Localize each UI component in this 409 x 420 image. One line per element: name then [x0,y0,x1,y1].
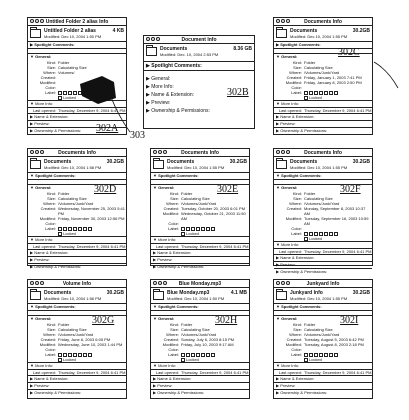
file-name: Documents [290,28,318,34]
callout-line [100,80,140,136]
more-info-section: Last opened: Thursday, December 9, 2004 6:41 PM [32,370,126,375]
file-name: Untitled Folder 2 alias [44,28,96,34]
preview-toggle[interactable]: ▶ Preview: [274,121,372,128]
file-name: Documents [44,290,72,296]
general-toggle[interactable]: ▼ General: [153,185,175,190]
file-name: Blue Monday.mp3 [167,290,210,296]
info-window-302i [273,279,373,399]
locked-checkbox[interactable] [304,96,308,100]
file-header [28,288,126,304]
file-modified: Modified: Dec. 10, 2004 2:53 PM [160,52,219,57]
folder-icon [146,47,157,56]
preview-toggle[interactable]: ▶ Preview: [274,262,372,269]
locked-checkbox[interactable] [58,96,62,100]
name-extension-toggle[interactable]: ▶ Name & Extension: [274,254,372,262]
name-extension-toggle[interactable]: ▶ Name & Extension: [28,249,126,257]
ref-302a: 302A [96,123,119,134]
general-section: Kind: Folder Size: Calculating Size Where: /Volumes/Junk/Yard Created: Sunday, July 6, 2003 8:15 PM Modified: Friday, July 10, 2003 9:17 AM Color: Label: Locked [162,322,235,362]
preview-toggle[interactable]: ▶ Preview: [28,257,126,264]
edge-tick [372,60,409,100]
locked-checkbox[interactable] [58,358,62,362]
title-bar[interactable] [151,280,249,288]
window-title: Volume Info [62,281,92,287]
locked-checkbox[interactable] [304,358,308,362]
window-title: Documents Info [58,150,96,156]
ref-302f: 302F [340,184,361,195]
file-size: 30.2GB [106,290,124,296]
more-info-toggle[interactable]: ▼ More Info: [28,100,126,108]
general-section: Kind: Folder Size: Calculating Size Where: /Volumes/Junk/Yard Created: Wednesday, November 25, 2003 5:41 PM Modified: Friday, November 30, 2003 12:56 PM Color: Label: Locked [39,191,126,236]
file-header [274,26,372,42]
more-info-section: Last opened: Thursday, December 9, 2004 6:41 PM [155,370,249,375]
folder-icon [30,291,41,300]
general-toggle[interactable]: ▶ General: [146,76,171,82]
file-name: Documents [290,159,318,165]
locked-checkbox[interactable] [304,237,308,241]
window-title: Junkyard Info [306,281,340,287]
title-bar[interactable] [151,149,249,157]
file-modified: Modified: Dec 10, 2004 1:50 PM [167,296,225,301]
spotlight-comments-toggle[interactable]: ▼ Spotlight Comments: [28,304,126,311]
spotlight-comments-toggle[interactable]: ▼ Spotlight Comments: [28,173,126,180]
more-info-section: Last opened: Thursday, December 9, 2004 6:41 PM [155,244,249,249]
more-info-toggle[interactable]: ▼ More Info: [28,236,126,244]
preview-toggle[interactable]: ▶ Preview: [151,257,249,264]
file-modified: Modified: Dec 10, 2004 1:55 PM [290,296,348,301]
window-title: Documents Info [304,19,342,25]
name-extension-toggle[interactable]: ▶ Name & Extension: [28,113,126,121]
window-title: Documents Info [304,150,342,156]
preview-toggle[interactable]: ▶ Preview: [151,383,249,390]
spotlight-comments-toggle[interactable]: ▼ Spotlight Comments: [274,304,372,311]
ref-302b: 302B [227,87,249,98]
info-window-302b [143,35,255,129]
window-title: Blue Monday.mp3 [178,281,222,287]
name-extension-toggle[interactable]: ▶ Name & Extension: [274,375,372,383]
file-modified: Modified: Dec 10, 2004 1:56 PM [44,296,102,301]
more-info-section: Last opened: Thursday, December 9, 2004 6:41 PM [32,244,126,249]
file-size: 30.2GB [106,159,124,165]
general-section: Kind: Folder Size: Calculating Size Where: Volumes/ Created: Modified: Color: Label: Locked [28,60,126,100]
folder-icon [30,29,41,38]
file-modified: Modified: Dec 10, 2004 1:55 PM [290,165,348,170]
preview-toggle[interactable]: ▶ Preview: [28,383,126,390]
preview-toggle[interactable]: ▶ Preview: [274,383,372,390]
file-size: 30.2GB [352,290,370,296]
file-header [274,288,372,304]
ref-302h: 302H [215,315,238,326]
info-window-302h [150,279,250,399]
general-section: Kind: Folder Size: Calculating Size Where: /Volumes/Junk/Yard Created: Friday, January 1, 2003 7:41 PM Modified: Friday, January 8, 2003 2:50 PM Color: Label: Locked [285,60,362,100]
name-extension-toggle[interactable]: ▶ Name & Extension: [151,375,249,383]
ownership-toggle[interactable]: ▶ Ownership & Permissions: [153,390,205,395]
file-modified: Modified: Dec 10, 2004 1:58 PM [44,165,102,170]
general-toggle[interactable]: ▼ General: [30,185,52,190]
ownership-toggle[interactable]: ▶ Ownership & Permissions: [30,390,82,395]
folder-icon [276,160,287,169]
folder-icon [153,160,164,169]
ownership-toggle[interactable]: ▶ Ownership & Permissions: [153,264,205,269]
file-size: 30.2GB [352,159,370,165]
music-file-icon [153,291,164,300]
callout-303: 303 [130,130,145,141]
title-bar[interactable] [274,18,372,26]
more-info-toggle[interactable]: ▼ More Info: [151,362,249,370]
general-section: Kind: Folder Size: Calculating Size Where: /Volumes/Junk/Yard Created: Tuesday, October 20, 2003 6:01 PM Modified: Wednesday, October 21, 2003 11:50 AM Color: Label: Locked [162,191,246,236]
info-window-302c [273,17,373,135]
file-header [151,157,249,173]
info-window-302f [273,148,373,274]
ownership-toggle[interactable]: ▶ Ownership & Permissions: [146,108,210,114]
ownership-toggle[interactable]: ▶ Ownership & Permissions: [30,264,82,269]
general-section: Kind: Folder Size: Calculating Size Where: /Volumes/Junk/Yard Created: Tuesday, August 5, 2003 6:42 PM Modified: Tuesday, August 8, 2003 2:18 PM Color: Label: Locked [285,322,364,362]
more-info-toggle[interactable]: ▼ More Info: [28,362,126,370]
file-header [274,157,372,173]
file-header [28,157,126,173]
more-info-section: Last opened: Thursday, December 9, 2004 6:41 PM [32,108,126,113]
locked-checkbox[interactable] [58,232,62,236]
window-title: Untitled Folder 2 alias Info [45,19,109,25]
file-modified: Modified: Dec 10, 2004 1:55 PM [290,34,348,39]
name-extension-toggle[interactable]: ▶ Name & Extension: [146,92,195,98]
file-name: Documents [160,46,188,52]
folder-icon [276,29,287,38]
more-info-toggle[interactable]: ▼ More Info: [274,100,372,108]
spotlight-comments-toggle[interactable]: ▼ Spotlight Comments: [151,304,249,311]
file-modified: Modified: Dec 10, 2004 1:55 PM [167,165,225,170]
general-toggle[interactable]: ▼ General: [276,185,298,190]
ownership-toggle[interactable]: ▶ Ownership & Permissions: [276,269,328,274]
name-extension-toggle[interactable]: ▶ Name & Extension: [28,375,126,383]
ownership-toggle[interactable]: ▶ Ownership & Permissions: [30,128,82,133]
info-window-302g [27,279,127,399]
general-section: Kind: Folder Size: Calculating Size Where: /Volumes/Junk/Yard Created: Monday, September 8, 2003 10:37 AM Modified: Tuesday, September 16, 2003 10:59 AM Color: Label: Locked [285,191,369,241]
locked-checkbox[interactable] [181,358,185,362]
info-window-302e [150,148,250,269]
name-extension-toggle[interactable]: ▶ Name & Extension: [274,113,372,121]
title-bar[interactable] [28,280,126,288]
title-bar[interactable] [144,36,254,44]
general-section: Kind: Folder Size: Calculating Size Where: /Volumes/Junk/Yard Created: Friday, June 6, 2003 6:05 PM Modified: Wednesday, June 10, 2003 1:44 PM Color: Label: Locked [39,322,123,362]
preview-toggle[interactable]: ▶ Preview: [146,100,171,106]
spotlight-comments-toggle[interactable]: ▶ Spotlight Comments: [28,42,126,49]
file-size: 30.2GB [352,28,370,34]
general-toggle[interactable]: ▼ General: [276,316,298,321]
title-bar[interactable] [274,149,372,157]
preview-toggle[interactable]: ▶ Preview: [28,121,126,128]
ref-302g: 302G [92,315,115,326]
title-bar[interactable] [274,280,372,288]
file-size: 4.1 MB [230,290,247,296]
more-info-toggle[interactable]: ▶ More Info: [146,84,174,90]
ref-302e: 302E [217,184,239,195]
file-size: 4 KB [112,28,124,34]
spotlight-comments-toggle[interactable]: ▼ Spotlight Comments: [274,173,372,180]
folder-icon [276,291,287,300]
name-extension-toggle[interactable]: ▶ Name & Extension: [151,249,249,257]
locked-checkbox[interactable] [181,232,185,236]
ref-302i: 302I [340,315,359,326]
file-header [28,26,126,42]
more-info-section: Last opened: Thursday, December 9, 2004 6:41 PM [278,249,372,254]
title-bar[interactable] [28,18,126,26]
general-toggle[interactable]: ▼ General: [153,316,175,321]
spotlight-comments-toggle[interactable]: ▶ Spotlight Comments: [274,42,372,49]
more-info-toggle[interactable]: ▼ More Info: [151,236,249,244]
window-title: Documents Info [181,150,219,156]
ref-302c: 302C [338,47,360,58]
more-info-toggle[interactable]: ▼ More Info: [274,241,372,249]
file-name: Documents [167,159,195,165]
more-info-section: Last opened: Thursday, December 9, 2004 6:41 PM [278,108,372,113]
general-toggle[interactable]: ▼ General: [276,54,298,59]
spotlight-comments-toggle[interactable]: ▼ Spotlight Comments: [151,173,249,180]
file-header [151,288,249,304]
ownership-toggle[interactable]: ▶ Ownership & Permissions: [276,128,328,133]
more-info-section: Last opened: Thursday, December 9, 2004 6:41 PM [278,370,372,375]
general-toggle[interactable]: ▼ General: [30,316,52,321]
file-modified: Modified: Dec 10, 2004 1:50 PM [44,34,102,39]
window-title: Document Info [181,37,217,43]
file-header [144,44,254,62]
file-size: 30.2GB [229,159,247,165]
ref-302d: 302D [94,184,117,195]
general-toggle[interactable]: ▼ General: [30,54,52,59]
title-bar[interactable] [28,149,126,157]
ownership-toggle[interactable]: ▶ Ownership & Permissions: [276,390,328,395]
file-size: 8.36 GB [233,46,252,52]
file-name: Documents [44,159,72,165]
info-window-302d [27,148,127,269]
folder-icon [30,160,41,169]
file-name: Junkyard Info [290,290,323,296]
spotlight-comments-toggle[interactable]: ▶ Spotlight Comments: [144,62,254,71]
more-info-toggle[interactable]: ▼ More Info: [274,362,372,370]
